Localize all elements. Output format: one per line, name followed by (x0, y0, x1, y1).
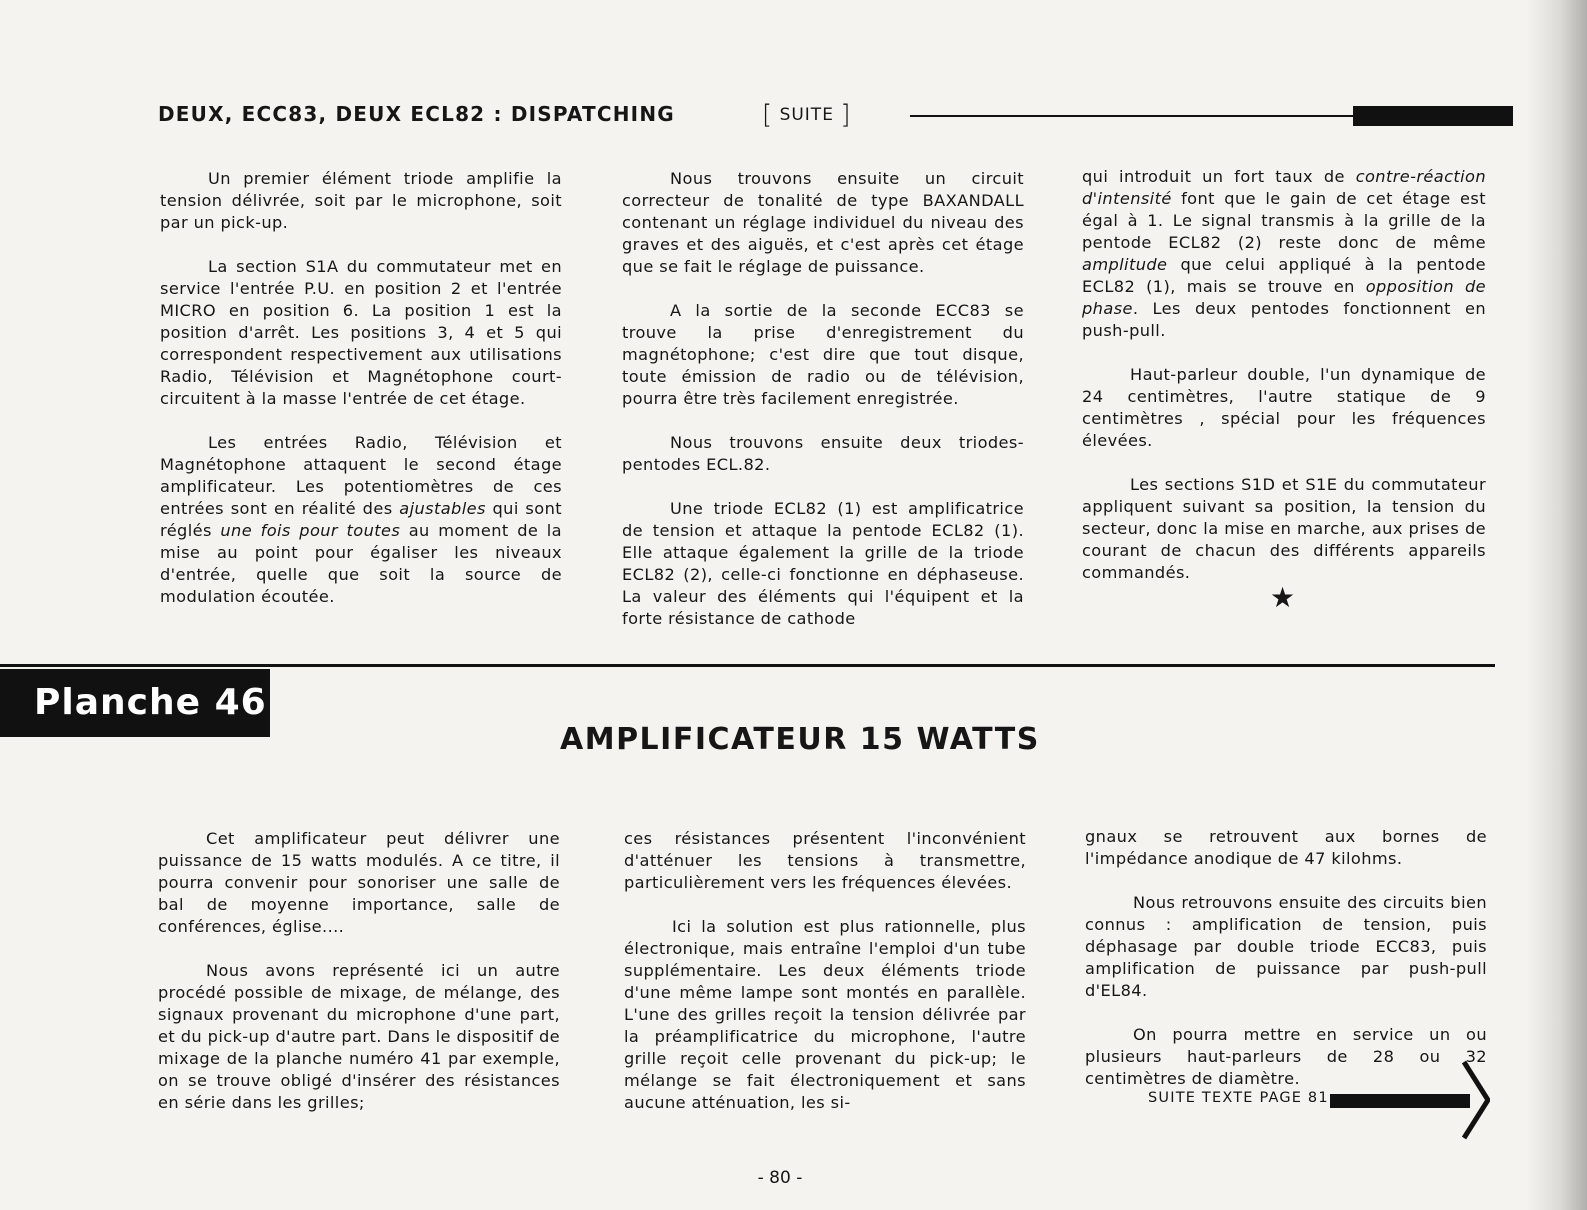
paragraph: Nous retrouvons ensuite des circuits bien connus : amplification de tension, puis déphasage par double triode ECC83, puis amplification de puissance par push-pull d'EL84. (1085, 893, 1487, 1000)
planche-label: Planche 46 (0, 669, 270, 737)
top-column-1 (160, 168, 562, 608)
binding-shadow (1527, 0, 1587, 1210)
top-column-2 (622, 168, 1024, 630)
paragraph: Nous trouvons ensuite un circuit correcteur de tonalité de type BAXANDALL contenant un réglage individuel du niveau des graves et des aiguës, et c'est après cet étage que se fait le réglage de puissance. (622, 169, 1024, 276)
paragraph: Ici la solution est plus rationnelle, plus électronique, mais entraîne l'emploi d'un tube supplémentaire. Les deux éléments triode d'une même lampe sont montés en parallèle. L'une des grilles reçoit la tension délivrée par la préamplificatrice du microphone, l'autre grille reçoit celle provenant du pick-up; le mélange se fait électroniquement et sans aucune atténuation, les si- (624, 917, 1026, 1112)
bracket-close: ] (840, 100, 852, 130)
bottom-column-3 (1085, 826, 1487, 1090)
paragraph: Cet amplificateur peut délivrer une puissance de 15 watts modulés. A ce titre, il pourra convenir pour sonoriser une salle de bal de moyenne importance, salle de conférences, église.... (158, 829, 560, 936)
section-divider (0, 664, 1495, 667)
paragraph: Nous trouvons ensuite deux triodes-pentodes ECL.82. (622, 433, 1024, 474)
paragraph: qui introduit un fort taux de contre-réaction d'intensité font que le gain de cet étage est égal à 1. Le signal transmis à la grille de la pentode ECL82 (2) reste donc de même amplitude que celui appliqué à la pentode ECL82 (1), mais se trouve en opposition de phase. Les deux pentodes fonctionnent en push-pull. (1082, 167, 1486, 340)
suite-label: SUITE (779, 105, 834, 125)
star-icon: ★ (1270, 581, 1296, 614)
bracket-open: [ (762, 100, 774, 130)
paragraph: On pourra mettre en service un ou plusieurs haut-parleurs de 28 ou 32 centimètres de diamètre. (1085, 1025, 1487, 1088)
heading-rule-bar (1353, 106, 1513, 126)
paragraph: Les sections S1D et S1E du commutateur appliquent suivant sa position, la tension du secteur, donc la mise en marche, aux prises de courant de chacun des différents appareils commandés. (1082, 475, 1486, 582)
section-heading (158, 96, 1508, 136)
paragraph: Haut-parleur double, l'un dynamique de 24 centimètres, l'autre statique de 9 centimètres , spécial pour les fréquences élevées. (1082, 365, 1486, 450)
bottom-column-2 (624, 828, 1026, 1114)
top-column-3 (1082, 166, 1486, 584)
article-title: AMPLIFICATEUR 15 WATTS (560, 722, 1040, 757)
paragraph: Les entrées Radio, Télévision et Magnétophone attaquent le second étage amplificateur. Les potentiomètres de ces entrées sont en réalité des ajustables qui sont réglés une fois pour toutes au moment de la mise au point pour égaliser les niveaux d'entrée, quelle que soit la source de modulation écoutée. (160, 433, 562, 606)
paragraph: gnaux se retrouvent aux bornes de l'impédance anodique de 47 kilohms. (1085, 827, 1487, 868)
paragraph: La section S1A du commutateur met en service l'entrée P.U. en position 2 et l'entrée MICRO en position 6. La position 1 est la position d'arrêt. Les positions 3, 4 et 5 qui correspondent respectivement aux utilisations Radio, Télévision et Magnétophone court-circuitent à la masse l'entrée de cet étage. (160, 257, 562, 408)
continued-note: SUITE TEXTE PAGE 81 (1148, 1090, 1329, 1106)
bottom-column-1 (158, 828, 560, 1114)
arrow-right-icon (1460, 1060, 1490, 1140)
heading-suite (762, 100, 852, 130)
page-number: - 80 - (757, 1168, 803, 1188)
paragraph: Un premier élément triode amplifie la tension délivrée, soit par le microphone, soit par un pick-up. (160, 169, 562, 232)
paragraph: ces résistances présentent l'inconvénient d'atténuer les tensions à transmettre, particulièrement vers les fréquences élevées. (624, 829, 1026, 892)
heading-title: DEUX, ECC83, DEUX ECL82 : DISPATCHING (158, 102, 675, 126)
continue-arrow-bar (1330, 1094, 1470, 1108)
paragraph: Nous avons représenté ici un autre procédé possible de mixage, de mélange, des signaux provenant du microphone d'une part, et du pick-up d'autre part. Dans le dispositif de mixage de la planche numéro 41 par exemple, on se trouve obligé d'insérer des résistances en série dans les grilles; (158, 961, 560, 1112)
paragraph: A la sortie de la seconde ECC83 se trouve la prise d'enregistrement du magnétophone; c'est dire que tout disque, toute émission de radio ou de télévision, pourra être très facilement enregistrée. (622, 301, 1024, 408)
paragraph: Une triode ECL82 (1) est amplificatrice de tension et attaque la pentode ECL82 (1). Elle attaque également la grille de la triode ECL82 (2), celle-ci fonctionne en déphaseuse. La valeur des éléments qui l'équipent et la forte résistance de cathode (622, 499, 1024, 628)
